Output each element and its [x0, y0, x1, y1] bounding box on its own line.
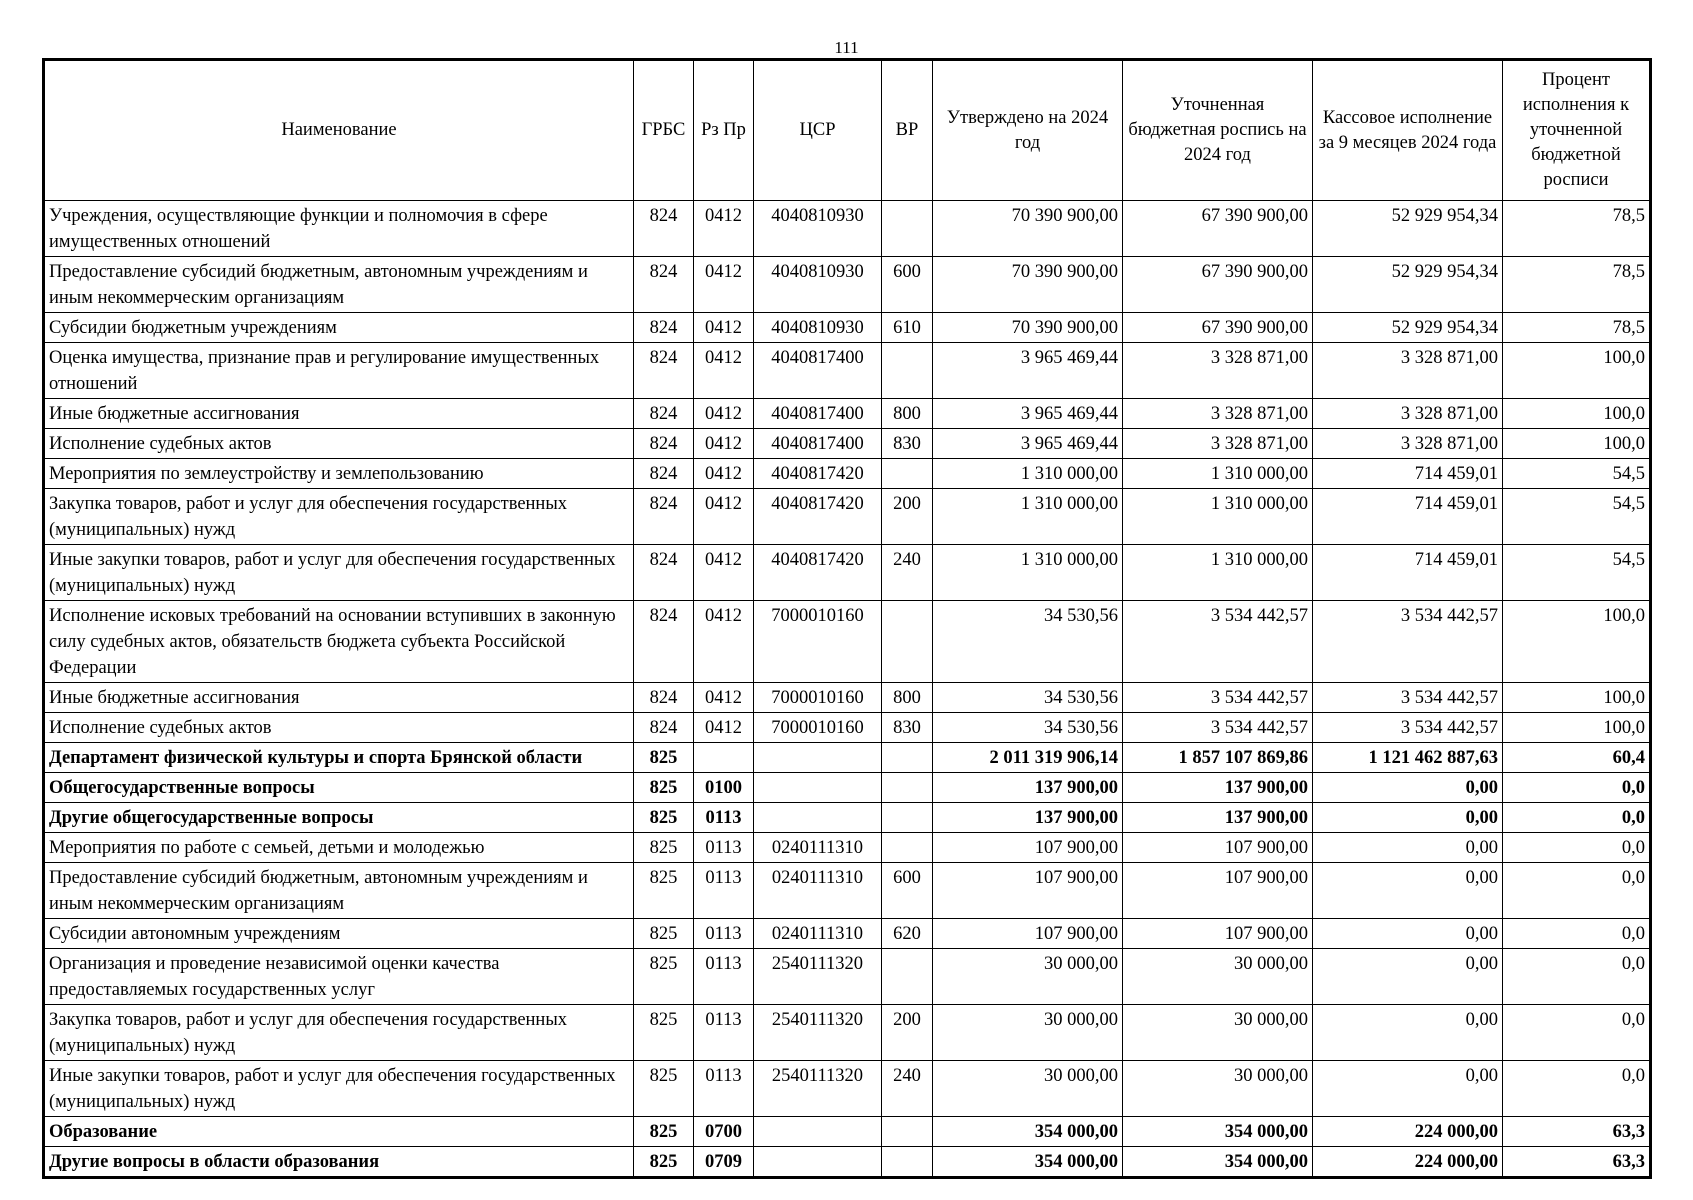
cell-name: Образование: [45, 1117, 634, 1147]
table-row: [45, 459, 1650, 489]
table-row: [45, 343, 1650, 399]
cell-vr: 200: [882, 489, 933, 545]
cell-name: Исполнение исковых требований на основании вступивших в законную силу судебных актов, обязательств бюджета субъекта Российской Федерации: [45, 601, 634, 683]
cell-name: Исполнение судебных актов: [45, 713, 634, 743]
cell-name: Организация и проведение независимой оценки качества предоставляемых государственных услуг: [45, 949, 634, 1005]
cell-vr: 600: [882, 863, 933, 919]
cell-approved: 1 310 000,00: [933, 459, 1123, 489]
cell-rzpr: [694, 743, 754, 773]
cell-percent: 54,5: [1503, 459, 1650, 489]
cell-vr: [882, 1117, 933, 1147]
cell-percent: 100,0: [1503, 601, 1650, 683]
cell-percent: 63,3: [1503, 1117, 1650, 1147]
header-grbs: ГРБС: [634, 61, 694, 201]
cell-percent: 0,0: [1503, 1061, 1650, 1117]
cell-cash: 0,00: [1313, 803, 1503, 833]
cell-cash: 3 328 871,00: [1313, 399, 1503, 429]
table-row: [45, 1061, 1650, 1117]
cell-cash: 0,00: [1313, 1005, 1503, 1061]
header-approved: Утверждено на 2024 год: [933, 61, 1123, 201]
cell-approved: 70 390 900,00: [933, 201, 1123, 257]
cell-approved: 3 965 469,44: [933, 343, 1123, 399]
cell-name: Иные бюджетные ассигнования: [45, 683, 634, 713]
cell-refined: 107 900,00: [1123, 833, 1313, 863]
cell-refined: 3 328 871,00: [1123, 399, 1313, 429]
cell-percent: 0,0: [1503, 1005, 1650, 1061]
cell-approved: 30 000,00: [933, 1005, 1123, 1061]
cell-grbs: 825: [634, 1005, 694, 1061]
cell-grbs: 824: [634, 683, 694, 713]
cell-vr: 240: [882, 545, 933, 601]
cell-grbs: 825: [634, 863, 694, 919]
cell-grbs: 825: [634, 743, 694, 773]
cell-refined: 1 310 000,00: [1123, 489, 1313, 545]
table-row: [45, 773, 1650, 803]
cell-csr: 4040817400: [754, 399, 882, 429]
cell-vr: [882, 201, 933, 257]
cell-name: Закупка товаров, работ и услуг для обеспечения государственных (муниципальных) нужд: [45, 489, 634, 545]
cell-grbs: 824: [634, 257, 694, 313]
cell-vr: 200: [882, 1005, 933, 1061]
cell-name: Другие общегосударственные вопросы: [45, 803, 634, 833]
cell-name: Иные закупки товаров, работ и услуг для обеспечения государственных (муниципальных) нужд: [45, 1061, 634, 1117]
cell-cash: 52 929 954,34: [1313, 201, 1503, 257]
cell-refined: 3 534 442,57: [1123, 683, 1313, 713]
cell-percent: 0,0: [1503, 863, 1650, 919]
cell-approved: 30 000,00: [933, 1061, 1123, 1117]
cell-refined: 354 000,00: [1123, 1147, 1313, 1177]
header-rzpr: Рз Пр: [694, 61, 754, 201]
cell-refined: 1 857 107 869,86: [1123, 743, 1313, 773]
cell-grbs: 824: [634, 201, 694, 257]
cell-rzpr: 0412: [694, 683, 754, 713]
cell-rzpr: 0113: [694, 949, 754, 1005]
cell-grbs: 825: [634, 1147, 694, 1177]
cell-approved: 34 530,56: [933, 601, 1123, 683]
cell-percent: 0,0: [1503, 833, 1650, 863]
header-vr: ВР: [882, 61, 933, 201]
cell-refined: 3 534 442,57: [1123, 713, 1313, 743]
cell-rzpr: 0113: [694, 803, 754, 833]
cell-grbs: 825: [634, 833, 694, 863]
cell-csr: 2540111320: [754, 949, 882, 1005]
cell-percent: 100,0: [1503, 399, 1650, 429]
cell-vr: 600: [882, 257, 933, 313]
cell-csr: 2540111320: [754, 1061, 882, 1117]
cell-cash: 224 000,00: [1313, 1147, 1503, 1177]
cell-name: Другие вопросы в области образования: [45, 1147, 634, 1177]
cell-cash: 0,00: [1313, 833, 1503, 863]
cell-rzpr: 0412: [694, 429, 754, 459]
cell-vr: [882, 949, 933, 1005]
cell-rzpr: 0412: [694, 459, 754, 489]
cell-name: Департамент физической культуры и спорта Брянской области: [45, 743, 634, 773]
cell-rzpr: 0412: [694, 257, 754, 313]
cell-csr: 4040817400: [754, 343, 882, 399]
cell-grbs: 824: [634, 429, 694, 459]
cell-percent: 100,0: [1503, 713, 1650, 743]
cell-cash: 0,00: [1313, 949, 1503, 1005]
cell-csr: 7000010160: [754, 683, 882, 713]
cell-vr: 800: [882, 683, 933, 713]
table-row: [45, 1147, 1650, 1177]
cell-grbs: 824: [634, 343, 694, 399]
cell-grbs: 824: [634, 601, 694, 683]
cell-approved: 1 310 000,00: [933, 489, 1123, 545]
cell-csr: [754, 1147, 882, 1177]
cell-refined: 67 390 900,00: [1123, 201, 1313, 257]
cell-csr: 0240111310: [754, 863, 882, 919]
cell-grbs: 824: [634, 459, 694, 489]
cell-csr: 4040817420: [754, 459, 882, 489]
cell-rzpr: 0100: [694, 773, 754, 803]
table-row: [45, 713, 1650, 743]
cell-rzpr: 0412: [694, 313, 754, 343]
header-percent: Процент исполнения к уточненной бюджетной росписи: [1503, 61, 1650, 201]
cell-cash: 0,00: [1313, 919, 1503, 949]
cell-percent: 100,0: [1503, 343, 1650, 399]
cell-rzpr: 0412: [694, 489, 754, 545]
table-row: [45, 683, 1650, 713]
cell-grbs: 824: [634, 399, 694, 429]
cell-refined: 30 000,00: [1123, 949, 1313, 1005]
cell-csr: 0240111310: [754, 919, 882, 949]
cell-cash: 0,00: [1313, 1061, 1503, 1117]
cell-approved: 137 900,00: [933, 773, 1123, 803]
cell-approved: 107 900,00: [933, 863, 1123, 919]
cell-rzpr: 0113: [694, 833, 754, 863]
cell-percent: 60,4: [1503, 743, 1650, 773]
table-row: [45, 803, 1650, 833]
cell-rzpr: 0412: [694, 713, 754, 743]
cell-grbs: 824: [634, 545, 694, 601]
cell-csr: 0240111310: [754, 833, 882, 863]
cell-name: Предоставление субсидий бюджетным, автономным учреждениям и иным некоммерческим организациям: [45, 257, 634, 313]
table-row: [45, 1117, 1650, 1147]
cell-refined: 107 900,00: [1123, 863, 1313, 919]
cell-cash: 0,00: [1313, 773, 1503, 803]
cell-percent: 54,5: [1503, 489, 1650, 545]
cell-approved: 30 000,00: [933, 949, 1123, 1005]
cell-rzpr: 0700: [694, 1117, 754, 1147]
cell-csr: 4040810930: [754, 313, 882, 343]
table-row: [45, 919, 1650, 949]
cell-csr: 4040817400: [754, 429, 882, 459]
cell-csr: [754, 743, 882, 773]
cell-vr: 800: [882, 399, 933, 429]
cell-csr: 4040817420: [754, 489, 882, 545]
cell-cash: 3 534 442,57: [1313, 601, 1503, 683]
cell-percent: 78,5: [1503, 313, 1650, 343]
cell-percent: 63,3: [1503, 1147, 1650, 1177]
cell-rzpr: 0412: [694, 399, 754, 429]
table-body: [45, 201, 1650, 1177]
cell-refined: 1 310 000,00: [1123, 459, 1313, 489]
cell-cash: 3 328 871,00: [1313, 429, 1503, 459]
table-row: [45, 257, 1650, 313]
cell-name: Учреждения, осуществляющие функции и полномочия в сфере имущественных отношений: [45, 201, 634, 257]
cell-cash: 224 000,00: [1313, 1117, 1503, 1147]
table-row: [45, 833, 1650, 863]
cell-cash: 3 534 442,57: [1313, 713, 1503, 743]
cell-rzpr: 0113: [694, 863, 754, 919]
cell-vr: 610: [882, 313, 933, 343]
page-number: 111: [834, 38, 859, 57]
cell-vr: 240: [882, 1061, 933, 1117]
cell-name: Иные закупки товаров, работ и услуг для обеспечения государственных (муниципальных) нужд: [45, 545, 634, 601]
cell-approved: 3 965 469,44: [933, 429, 1123, 459]
cell-percent: 100,0: [1503, 683, 1650, 713]
cell-name: Иные бюджетные ассигнования: [45, 399, 634, 429]
cell-percent: 0,0: [1503, 803, 1650, 833]
cell-rzpr: 0113: [694, 919, 754, 949]
cell-name: Субсидии бюджетным учреждениям: [45, 313, 634, 343]
cell-vr: [882, 833, 933, 863]
header-refined: Уточненная бюджетная роспись на 2024 год: [1123, 61, 1313, 201]
table-row: [45, 399, 1650, 429]
cell-csr: 7000010160: [754, 713, 882, 743]
cell-refined: 1 310 000,00: [1123, 545, 1313, 601]
cell-grbs: 825: [634, 949, 694, 1005]
cell-cash: 3 328 871,00: [1313, 343, 1503, 399]
budget-table: [44, 60, 1650, 1177]
cell-refined: 3 328 871,00: [1123, 343, 1313, 399]
cell-csr: 4040810930: [754, 201, 882, 257]
cell-grbs: 824: [634, 713, 694, 743]
cell-percent: 100,0: [1503, 429, 1650, 459]
table-row: [45, 863, 1650, 919]
cell-name: Мероприятия по работе с семьей, детьми и молодежью: [45, 833, 634, 863]
cell-percent: 0,0: [1503, 949, 1650, 1005]
cell-vr: [882, 343, 933, 399]
cell-name: Оценка имущества, признание прав и регулирование имущественных отношений: [45, 343, 634, 399]
header-name: Наименование: [45, 61, 634, 201]
cell-approved: 137 900,00: [933, 803, 1123, 833]
cell-approved: 107 900,00: [933, 833, 1123, 863]
cell-percent: 0,0: [1503, 919, 1650, 949]
cell-vr: 620: [882, 919, 933, 949]
cell-approved: 2 011 319 906,14: [933, 743, 1123, 773]
cell-vr: 830: [882, 713, 933, 743]
table-row: [45, 429, 1650, 459]
table-row: [45, 313, 1650, 343]
header-csr: ЦСР: [754, 61, 882, 201]
cell-csr: 4040810930: [754, 257, 882, 313]
cell-refined: 3 534 442,57: [1123, 601, 1313, 683]
cell-vr: [882, 773, 933, 803]
cell-rzpr: 0412: [694, 201, 754, 257]
cell-refined: 354 000,00: [1123, 1117, 1313, 1147]
cell-name: Закупка товаров, работ и услуг для обеспечения государственных (муниципальных) нужд: [45, 1005, 634, 1061]
cell-csr: [754, 1117, 882, 1147]
cell-cash: 52 929 954,34: [1313, 257, 1503, 313]
cell-cash: 0,00: [1313, 863, 1503, 919]
cell-name: Общегосударственные вопросы: [45, 773, 634, 803]
cell-approved: 354 000,00: [933, 1117, 1123, 1147]
cell-csr: [754, 803, 882, 833]
table-row: [45, 489, 1650, 545]
table-row: [45, 601, 1650, 683]
cell-name: Субсидии автономным учреждениям: [45, 919, 634, 949]
cell-vr: 830: [882, 429, 933, 459]
cell-grbs: 825: [634, 773, 694, 803]
cell-cash: 714 459,01: [1313, 545, 1503, 601]
cell-approved: 1 310 000,00: [933, 545, 1123, 601]
cell-vr: [882, 803, 933, 833]
cell-refined: 30 000,00: [1123, 1061, 1313, 1117]
cell-refined: 3 328 871,00: [1123, 429, 1313, 459]
cell-name: Предоставление субсидий бюджетным, автономным учреждениям и иным некоммерческим организациям: [45, 863, 634, 919]
cell-cash: 3 534 442,57: [1313, 683, 1503, 713]
table-header: [45, 61, 1650, 201]
table-row: [45, 1005, 1650, 1061]
cell-rzpr: 0412: [694, 545, 754, 601]
cell-approved: 70 390 900,00: [933, 313, 1123, 343]
table-row: [45, 545, 1650, 601]
cell-csr: [754, 773, 882, 803]
cell-rzpr: 0113: [694, 1005, 754, 1061]
cell-rzpr: 0709: [694, 1147, 754, 1177]
cell-csr: 2540111320: [754, 1005, 882, 1061]
cell-refined: 137 900,00: [1123, 803, 1313, 833]
header-cash: Кассовое исполнение за 9 месяцев 2024 года: [1313, 61, 1503, 201]
cell-grbs: 824: [634, 313, 694, 343]
cell-grbs: 825: [634, 1061, 694, 1117]
cell-percent: 0,0: [1503, 773, 1650, 803]
cell-cash: 1 121 462 887,63: [1313, 743, 1503, 773]
cell-percent: 78,5: [1503, 201, 1650, 257]
cell-rzpr: 0412: [694, 343, 754, 399]
cell-cash: 52 929 954,34: [1313, 313, 1503, 343]
cell-approved: 70 390 900,00: [933, 257, 1123, 313]
cell-name: Мероприятия по землеустройству и землепользованию: [45, 459, 634, 489]
cell-csr: 4040817420: [754, 545, 882, 601]
cell-refined: 30 000,00: [1123, 1005, 1313, 1061]
cell-cash: 714 459,01: [1313, 489, 1503, 545]
cell-grbs: 824: [634, 489, 694, 545]
cell-approved: 3 965 469,44: [933, 399, 1123, 429]
cell-vr: [882, 1147, 933, 1177]
cell-percent: 54,5: [1503, 545, 1650, 601]
cell-csr: 7000010160: [754, 601, 882, 683]
cell-grbs: 825: [634, 1117, 694, 1147]
cell-vr: [882, 743, 933, 773]
cell-rzpr: 0412: [694, 601, 754, 683]
table-row: [45, 743, 1650, 773]
cell-percent: 78,5: [1503, 257, 1650, 313]
cell-rzpr: 0113: [694, 1061, 754, 1117]
cell-grbs: 825: [634, 803, 694, 833]
cell-refined: 137 900,00: [1123, 773, 1313, 803]
cell-vr: [882, 601, 933, 683]
cell-approved: 34 530,56: [933, 683, 1123, 713]
cell-refined: 67 390 900,00: [1123, 257, 1313, 313]
table-row: [45, 949, 1650, 1005]
cell-name: Исполнение судебных актов: [45, 429, 634, 459]
cell-approved: 107 900,00: [933, 919, 1123, 949]
cell-refined: 107 900,00: [1123, 919, 1313, 949]
cell-grbs: 825: [634, 919, 694, 949]
cell-cash: 714 459,01: [1313, 459, 1503, 489]
cell-approved: 354 000,00: [933, 1147, 1123, 1177]
table-row: [45, 201, 1650, 257]
cell-refined: 67 390 900,00: [1123, 313, 1313, 343]
cell-vr: [882, 459, 933, 489]
cell-approved: 34 530,56: [933, 713, 1123, 743]
